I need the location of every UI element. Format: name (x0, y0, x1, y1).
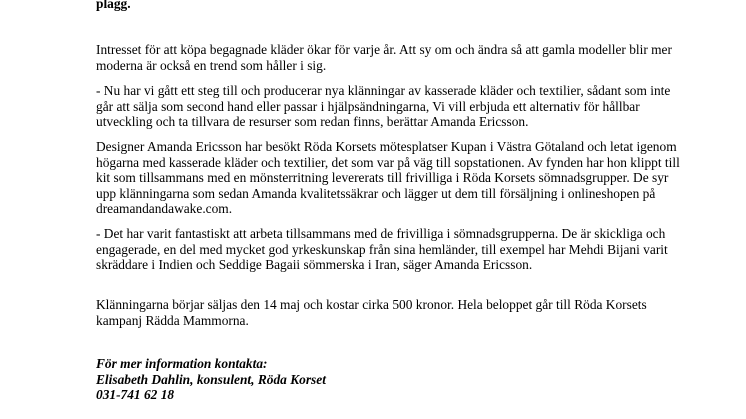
contact-name: Elisabeth Dahlin, konsulent, Röda Korset (96, 371, 326, 387)
paragraph-quote-2: - Det har varit fantastiskt att arbeta tillsammans med de frivilliga i sömnadsgrupperna. De är skickliga och engagerade, en del med mycket god yrkeskunskap från sina hemländer, till exempel har Mehdi Bijani varit skräddare i Indien och Seddige Bagaii sömmerska i Iran, säger Amanda Ericsson. (96, 226, 668, 273)
paragraph-sales: Klänningarna börjar säljas den 14 maj och kostar cirka 500 kronor. Hela beloppet går till Röda Korsets kampanj Rädda Mammorna. (96, 297, 647, 328)
contact-phone: 031-741 62 18 (96, 387, 175, 403)
contact-block (96, 356, 326, 403)
paragraph-quote-1: - Nu har vi gått ett steg till och producerar nya klänningar av kasserade kläder och textilier, sådant som inte går att sälja som second hand eller passar i hjälpsändningarna, Vi vill erbjuda ett alternativ för hållbar utveckling och ta tillvara de resurser som redan finns, berättar Amanda Ericsson. (96, 83, 671, 130)
heading-tail: plagg. (96, 0, 131, 11)
paragraph-intro: Intresset för att köpa begagnade kläder ökar för varje år. Att sy om och ändra så att gamla modeller blir mer moderna är också en trend som håller i sig. (96, 42, 672, 73)
paragraph-designer: Designer Amanda Ericsson har besökt Röda Korsets mötesplatser Kupan i Västra Götaland och letat igenom högarna med kasserade kläder och textilier, det som var på väg till sopstationen. Av fynden har hon klippt till kit som tillsammans med en mönsterritning levererats till frivilliga i Röda Korsets sömnadsgrupper. De syr upp klänningarna som sedan Amanda kvalitetssäkrar och lägger ut dem till försäljning i onlineshopen på dreamandandawake.com. (96, 139, 680, 217)
contact-heading: För mer information kontakta: (96, 356, 268, 371)
